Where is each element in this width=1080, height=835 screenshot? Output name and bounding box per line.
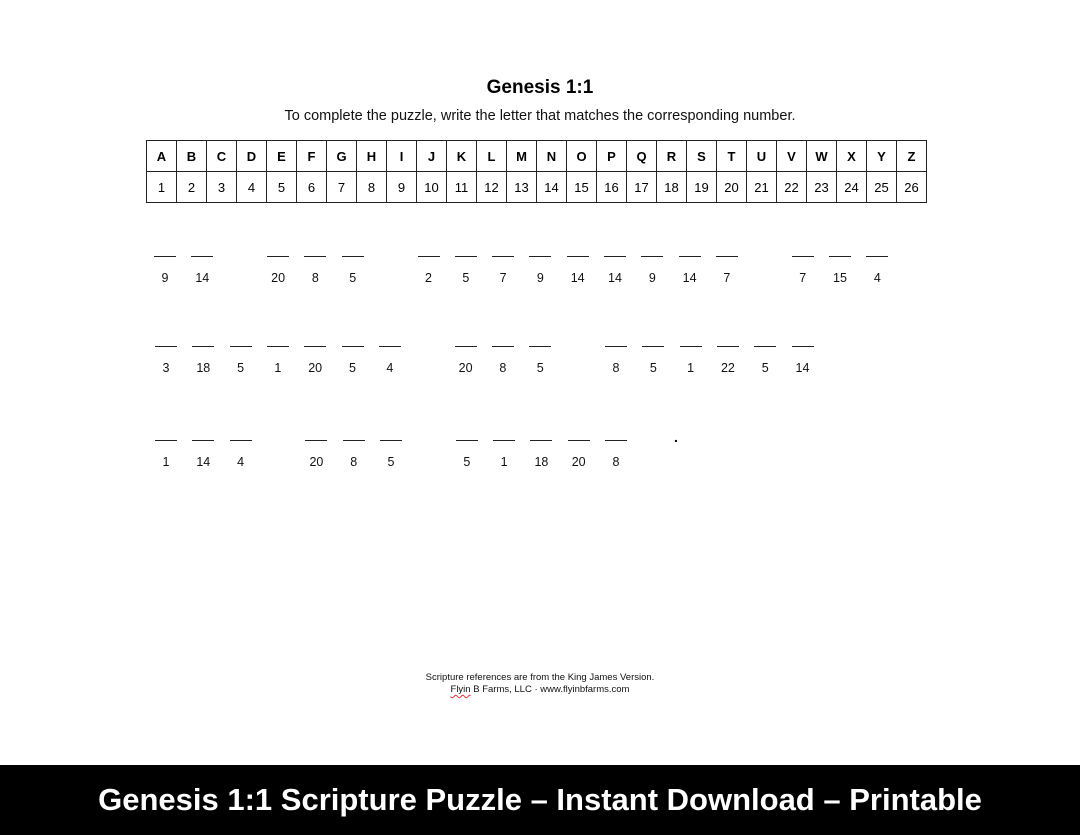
answer-slot[interactable] (754, 346, 776, 386)
answer-number: 5 (761, 361, 769, 375)
key-number-cell: 6 (297, 172, 327, 203)
answer-blank-line[interactable] (192, 346, 214, 347)
product-banner (0, 765, 1080, 835)
key-number-cell: 3 (207, 172, 237, 203)
key-number-cell: 24 (837, 172, 867, 203)
answer-blank-line[interactable] (304, 256, 326, 257)
answer-slot[interactable] (342, 256, 364, 296)
answer-blank-line[interactable] (792, 346, 814, 347)
answer-number: 5 (237, 361, 245, 375)
answer-number: 20 (571, 455, 586, 469)
key-number-cell: 21 (747, 172, 777, 203)
key-number-cell: 20 (717, 172, 747, 203)
key-letter-cell: O (567, 141, 597, 172)
footer-company (0, 684, 1080, 696)
answer-number: 14 (608, 271, 622, 285)
answer-blank-line[interactable] (754, 346, 776, 347)
answer-slot[interactable] (605, 346, 627, 386)
answer-slot[interactable] (716, 256, 738, 296)
answer-blank-line[interactable] (155, 346, 177, 347)
key-letter-cell: U (747, 141, 777, 172)
key-number-cell: 10 (417, 172, 447, 203)
key-letter-cell: C (207, 141, 237, 172)
answer-blank-line[interactable] (192, 440, 214, 441)
answer-blank-line[interactable] (866, 256, 888, 257)
answer-slot[interactable] (342, 346, 364, 386)
banner-text: Genesis 1:1 Scripture Puzzle – Instant Download – Printable (98, 782, 982, 817)
answer-blank-line[interactable] (492, 346, 514, 347)
answer-blank-line[interactable] (379, 346, 401, 347)
answer-slot[interactable] (492, 346, 514, 386)
answer-number: 5 (463, 455, 471, 469)
key-number-cell: 25 (867, 172, 897, 203)
key-letters-row (147, 141, 927, 172)
footer-brand-word: Flyin (450, 684, 471, 695)
answer-blank-line[interactable] (267, 346, 289, 347)
key-number-cell: 5 (267, 172, 297, 203)
answer-slot[interactable] (866, 256, 888, 296)
answer-slot[interactable] (641, 256, 663, 296)
answer-slot[interactable] (191, 256, 213, 296)
answer-number: 5 (349, 361, 356, 375)
key-letter-cell: Y (867, 141, 897, 172)
key-number-cell: 19 (687, 172, 717, 203)
answer-blank-line[interactable] (492, 256, 514, 257)
answer-number: 8 (350, 455, 358, 469)
answer-number: 20 (309, 455, 324, 469)
answer-slot[interactable] (605, 440, 627, 480)
answer-blank-line[interactable] (529, 346, 551, 347)
key-number-cell: 15 (567, 172, 597, 203)
answer-number: 20 (308, 361, 323, 375)
answer-blank-line[interactable] (716, 256, 738, 257)
answer-slot[interactable] (379, 346, 401, 386)
answer-slot[interactable] (267, 346, 289, 386)
answer-slot[interactable] (679, 256, 701, 296)
answer-blank-line[interactable] (568, 440, 590, 441)
answer-number: 7 (723, 271, 731, 285)
answer-slot[interactable] (380, 440, 402, 480)
key-letter-cell: M (507, 141, 537, 172)
answer-slot[interactable] (155, 346, 177, 386)
key-number-cell: 11 (447, 172, 477, 203)
key-letter-cell: T (717, 141, 747, 172)
answer-slot[interactable] (493, 440, 515, 480)
key-numbers-row (147, 172, 927, 203)
sentence-end-period: . (674, 429, 678, 445)
answer-number: 14 (682, 271, 697, 285)
key-letter-cell: B (177, 141, 207, 172)
answer-blank-line[interactable] (567, 256, 589, 257)
answer-blank-line[interactable] (641, 256, 663, 257)
key-letter-cell: F (297, 141, 327, 172)
answer-number: 4 (237, 455, 245, 469)
answer-blank-line[interactable] (154, 256, 176, 257)
answer-blank-line[interactable] (304, 346, 326, 347)
answer-slot[interactable] (455, 346, 477, 386)
answer-slot[interactable] (792, 256, 814, 296)
answer-number: 20 (271, 271, 286, 285)
answer-slot[interactable] (192, 440, 214, 480)
key-letter-cell: W (807, 141, 837, 172)
answer-number: 8 (612, 455, 620, 469)
answer-blank-line[interactable] (342, 346, 364, 347)
answer-blank-line[interactable] (605, 346, 627, 347)
answer-number: 1 (162, 455, 170, 469)
answer-number: 5 (536, 361, 544, 375)
footer (0, 672, 1080, 696)
answer-slot[interactable] (717, 346, 739, 386)
answer-number: 5 (387, 455, 395, 469)
answer-number: 7 (499, 271, 507, 285)
answer-blank-line[interactable] (267, 256, 289, 257)
answer-slot[interactable] (267, 256, 289, 296)
answer-slot[interactable] (530, 440, 552, 480)
footer-company-rest: B Farms, LLC · www.flyinbfarms.com (470, 684, 630, 695)
answer-slot[interactable] (568, 440, 590, 480)
answer-number: 8 (612, 361, 620, 375)
answer-number: 1 (687, 361, 695, 375)
answer-slot[interactable] (230, 346, 252, 386)
answer-number: 14 (196, 455, 211, 469)
key-number-cell: 7 (327, 172, 357, 203)
answer-number: 14 (570, 271, 585, 285)
answer-blank-line[interactable] (679, 256, 701, 257)
answer-slot[interactable] (155, 440, 177, 480)
key-number-cell: 12 (477, 172, 507, 203)
answer-number: 14 (195, 271, 210, 285)
answer-slot[interactable] (304, 256, 326, 296)
answer-slot[interactable] (680, 346, 702, 386)
key-letter-cell: N (537, 141, 567, 172)
answer-slot[interactable] (230, 440, 252, 480)
key-number-cell: 26 (897, 172, 927, 203)
answer-blank-line[interactable] (305, 440, 327, 441)
answer-blank-line[interactable] (717, 346, 739, 347)
answer-blank-line[interactable] (605, 440, 627, 441)
answer-slot[interactable] (343, 440, 365, 480)
key-letter-cell: G (327, 141, 357, 172)
answer-blank-line[interactable] (455, 256, 477, 257)
answer-number: 9 (161, 271, 169, 285)
answer-blank-line[interactable] (604, 256, 626, 257)
key-number-cell: 4 (237, 172, 267, 203)
key-letter-cell: H (357, 141, 387, 172)
answer-blank-line[interactable] (529, 256, 551, 257)
answer-slot[interactable] (792, 346, 814, 386)
answer-blank-line[interactable] (455, 346, 477, 347)
key-letter-cell: P (597, 141, 627, 172)
key-letter-cell: I (387, 141, 417, 172)
key-letter-cell: K (447, 141, 477, 172)
answer-number: 14 (795, 361, 810, 375)
answer-blank-line[interactable] (155, 440, 177, 441)
key-letter-cell: A (147, 141, 177, 172)
key-letter-cell: L (477, 141, 507, 172)
answer-number: 7 (799, 271, 807, 285)
answer-blank-line[interactable] (230, 346, 252, 347)
answer-blank-line[interactable] (343, 440, 365, 441)
answer-blank-line[interactable] (829, 256, 851, 257)
answer-number: 20 (458, 361, 473, 375)
cipher-key-table (146, 140, 927, 203)
puzzle-instructions: To complete the puzzle, write the letter that matches the corresponding number. (284, 108, 796, 124)
answer-blank-line[interactable] (230, 440, 252, 441)
key-number-cell: 1 (147, 172, 177, 203)
answer-number: 15 (833, 271, 847, 285)
answer-number: 1 (274, 361, 282, 375)
key-number-cell: 22 (777, 172, 807, 203)
answer-blank-line[interactable] (792, 256, 814, 257)
answer-blank-line[interactable] (642, 346, 664, 347)
key-letter-cell: S (687, 141, 717, 172)
key-letter-cell: V (777, 141, 807, 172)
answer-slot[interactable] (305, 440, 327, 480)
key-letter-cell: X (837, 141, 867, 172)
answer-number: 5 (349, 271, 357, 285)
answer-number: 4 (386, 361, 394, 375)
key-number-cell: 9 (387, 172, 417, 203)
answer-number: 18 (534, 455, 549, 469)
key-number-cell: 17 (627, 172, 657, 203)
answer-blank-line[interactable] (493, 440, 515, 441)
answer-number: 9 (536, 271, 544, 285)
answer-blank-line[interactable] (680, 346, 702, 347)
puzzle-title: Genesis 1:1 (486, 77, 594, 98)
answer-slot[interactable] (154, 256, 176, 296)
key-letter-cell: E (267, 141, 297, 172)
answer-slot[interactable] (529, 346, 551, 386)
key-number-cell: 14 (537, 172, 567, 203)
key-number-cell: 23 (807, 172, 837, 203)
key-number-cell: 8 (357, 172, 387, 203)
answer-number: 18 (196, 361, 211, 375)
answer-slot[interactable] (642, 346, 664, 386)
answer-number: 9 (648, 271, 656, 285)
answer-slot[interactable] (567, 256, 589, 296)
key-number-cell: 18 (657, 172, 687, 203)
answer-number: 8 (311, 271, 319, 285)
key-number-cell: 13 (507, 172, 537, 203)
answer-blank-line[interactable] (191, 256, 213, 257)
key-letter-cell: Q (627, 141, 657, 172)
answer-blank-line[interactable] (418, 256, 440, 257)
key-letter-cell: R (657, 141, 687, 172)
answer-slot[interactable] (529, 256, 551, 296)
answer-slot[interactable] (418, 256, 440, 296)
answer-slot[interactable] (829, 256, 851, 296)
answer-number: 1 (500, 455, 508, 469)
answer-number: 5 (462, 271, 470, 285)
key-number-cell: 2 (177, 172, 207, 203)
key-letter-cell: J (417, 141, 447, 172)
answer-blank-line[interactable] (456, 440, 478, 441)
key-letter-cell: D (237, 141, 267, 172)
key-number-cell: 16 (597, 172, 627, 203)
answer-number: 3 (162, 361, 170, 375)
answer-slot[interactable] (456, 440, 478, 480)
footer-scripture-note: Scripture references are from the King James Version. (425, 672, 655, 683)
answer-slot[interactable] (604, 256, 626, 296)
answer-number: 8 (499, 361, 507, 375)
answer-blank-line[interactable] (530, 440, 552, 441)
answer-number: 4 (873, 271, 881, 285)
answer-slot[interactable] (192, 346, 214, 386)
answer-blank-line[interactable] (342, 256, 364, 257)
answer-blank-line[interactable] (380, 440, 402, 441)
answer-number: 22 (720, 361, 735, 375)
answer-slot[interactable] (492, 256, 514, 296)
answer-number: 5 (649, 361, 657, 375)
key-letter-cell: Z (897, 141, 927, 172)
answer-slot[interactable] (455, 256, 477, 296)
answer-slot[interactable] (304, 346, 326, 386)
answer-number: 2 (425, 271, 432, 285)
